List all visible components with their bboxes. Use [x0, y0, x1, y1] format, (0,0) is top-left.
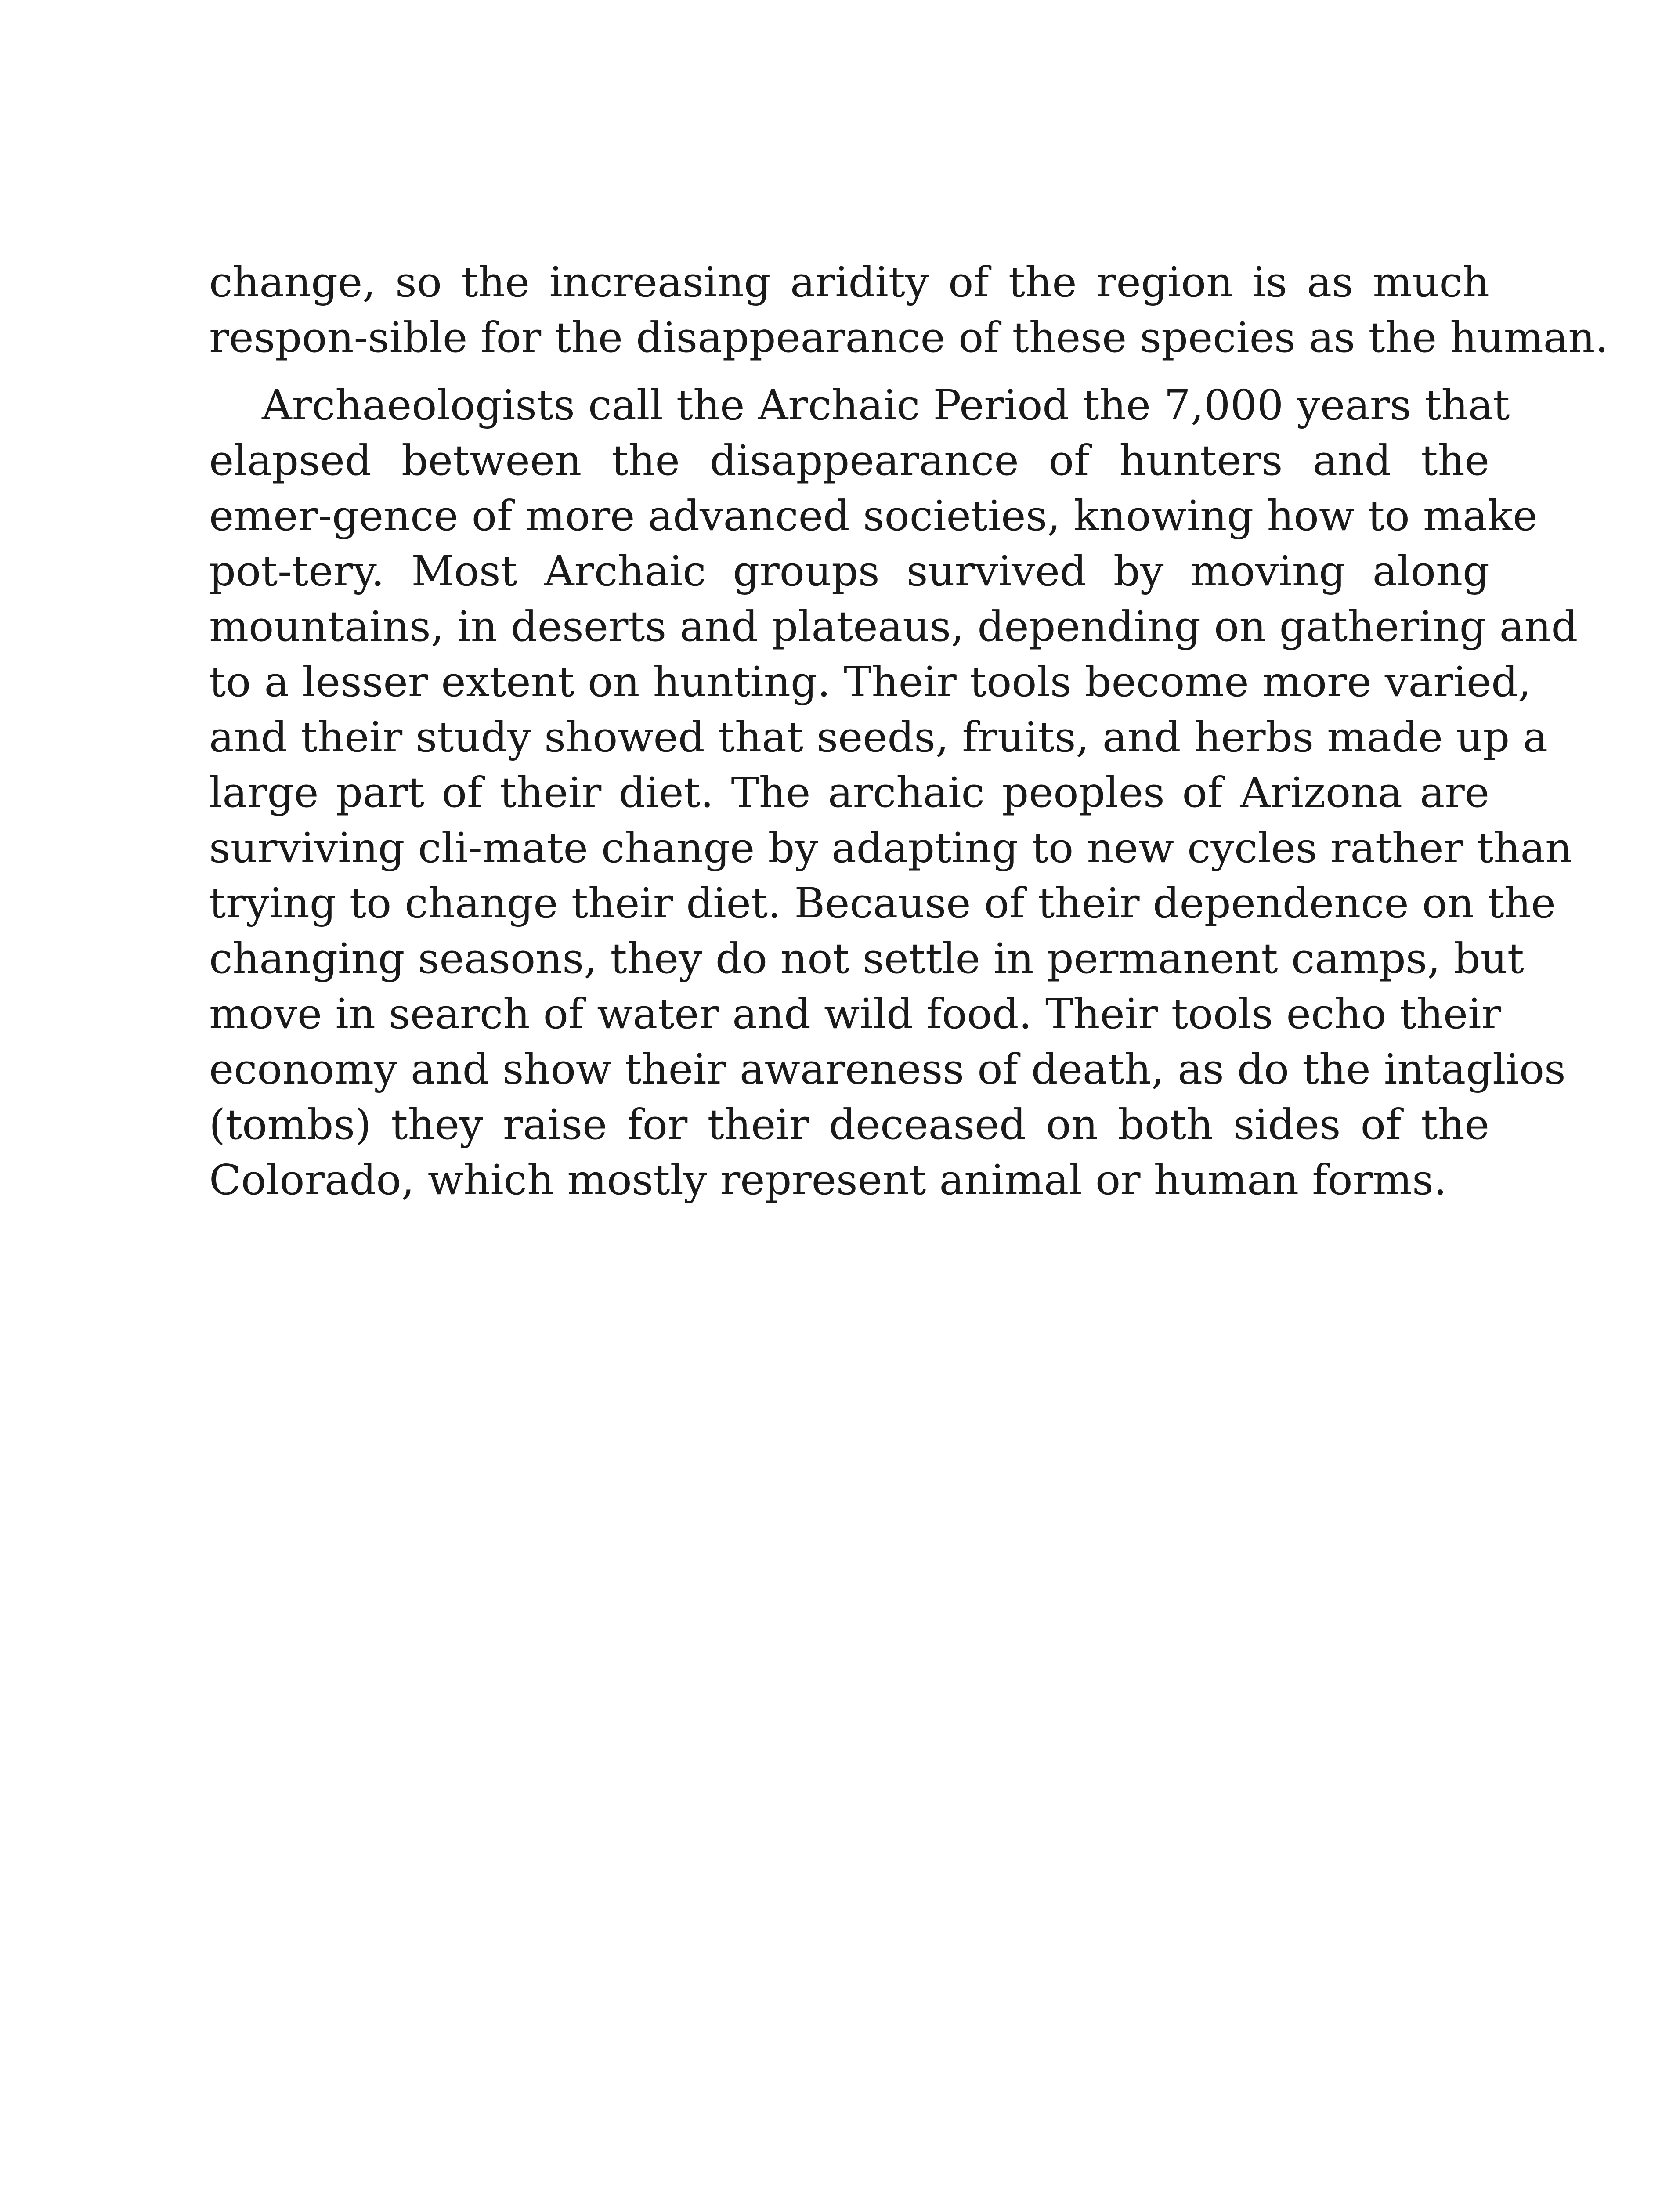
text-line: and their study showed that seeds, fruits, and herbs made up a [209, 713, 1548, 762]
text-line: change, so the increasing aridity of the region is as much [209, 258, 1489, 307]
text-line: Archaeologists call the Archaic Period the 7,000 years that [262, 381, 1510, 430]
text-line: to a lesser extent on hunting. Their tools become more varied, [209, 658, 1532, 706]
text-line: large part of their diet. The archaic peoples of Arizona are [209, 769, 1489, 817]
text-line: respon-sible for the disappearance of these species as the human. [209, 314, 1608, 362]
text-line: elapsed between the disappearance of hunters and the [209, 437, 1489, 485]
text-line: mountains, in deserts and plateaus, depending on gathering and [209, 603, 1578, 651]
text-line: Colorado, which mostly represent animal or human forms. [209, 1156, 1447, 1204]
body-text [209, 255, 1608, 1208]
text-line: trying to change their diet. Because of their dependence on the [209, 879, 1556, 928]
text-line: surviving cli-mate change by adapting to new cycles rather than [209, 824, 1572, 872]
paragraph-gap [209, 365, 1489, 378]
text-line: (tombs) they raise for their deceased on both sides of the [209, 1101, 1489, 1149]
text-line: move in search of water and wild food. Their tools echo their [209, 990, 1501, 1038]
text-line: changing seasons, they do not settle in permanent camps, but [209, 935, 1524, 983]
paragraph [209, 378, 1578, 1208]
paragraph [209, 255, 1608, 365]
text-line: emer-gence of more advanced societies, knowing how to make [209, 492, 1538, 540]
text-line: economy and show their awareness of death, as do the intaglios [209, 1045, 1566, 1094]
text-line: pot-tery. Most Archaic groups survived by moving along [209, 547, 1489, 596]
